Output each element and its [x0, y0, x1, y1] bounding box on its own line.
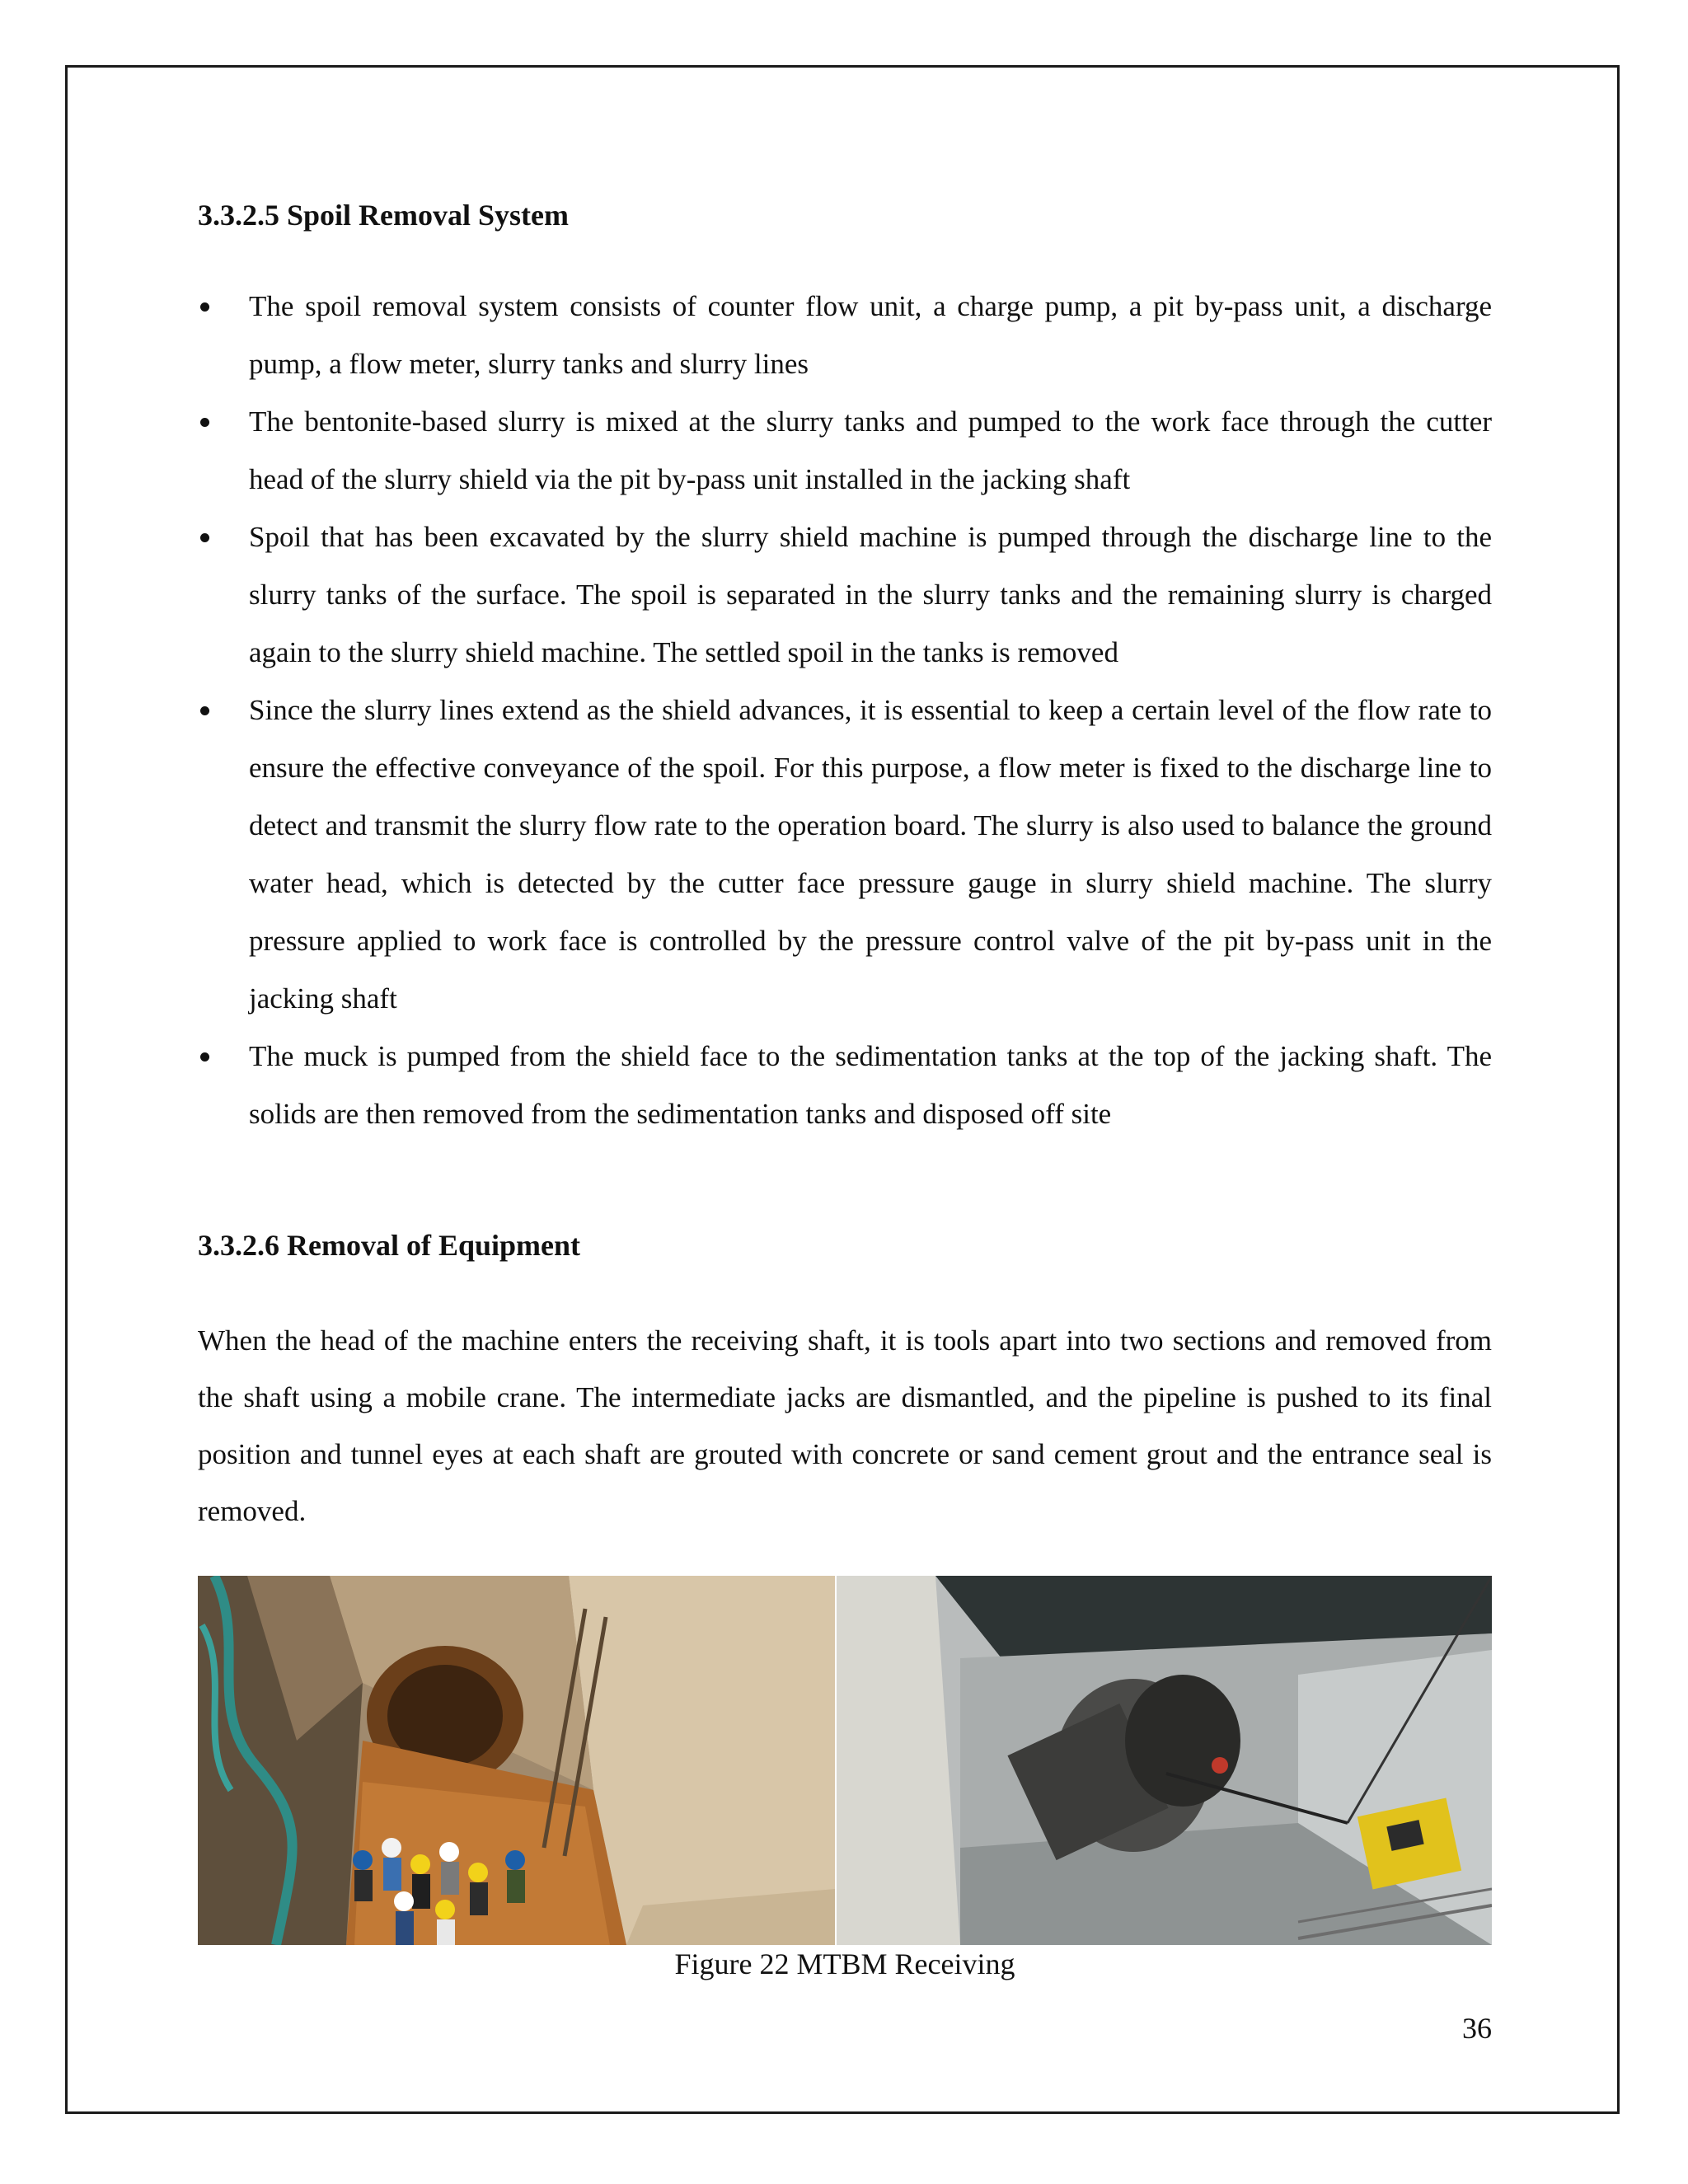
list-item-text: Since the slurry lines extend as the shield advances, it is essential to keep a certain level of the flow rate to ensure the effective conveyance of the spoil. For this purpose, a flow meter is fixed to the discharge line to detect and transmit the slurry flow rate to the operation board. The slurry is also used to balance the ground water head, which is detected by the cutter face pressure gauge in slurry shield machine. The slurry pressure applied to work face is controlled by the pressure control valve of the pit by-pass unit in the jacking shaft [249, 694, 1492, 1015]
receiving-shaft-photo [198, 1576, 835, 1945]
figure-mtbm-receiving [198, 1576, 1492, 1945]
spoil-removal-bullet-list [198, 278, 1492, 1143]
figure-caption: Figure 22 MTBM Receiving [674, 1947, 1015, 1980]
section-heading-spoil-removal: 3.3.2.5 Spoil Removal System [198, 199, 569, 232]
bullet-icon [200, 418, 209, 427]
mtbm-lifting-photo [837, 1576, 1492, 1945]
bullet-icon [200, 706, 209, 715]
list-item-text: The muck is pumped from the shield face to the sedimentation tanks at the top of the jacking shaft. The solids are then removed from the sedimentation tanks and disposed off site [249, 1040, 1492, 1130]
list-item-text: The spoil removal system consists of counter flow unit, a charge pump, a pit by-pass unit, a discharge pump, a flow meter, slurry tanks and slurry lines [249, 290, 1492, 380]
list-item [198, 1028, 1492, 1143]
list-item [198, 682, 1492, 1028]
bullet-icon [200, 302, 209, 312]
list-item [198, 509, 1492, 682]
list-item-text: The bentonite-based slurry is mixed at the slurry tanks and pumped to the work face through the cutter head of the slurry shield via the pit by-pass unit installed in the jacking shaft [249, 405, 1492, 495]
bullet-icon [200, 1052, 209, 1062]
page-number: 36 [1462, 2012, 1492, 2045]
section-heading-removal-of-equipment: 3.3.2.6 Removal of Equipment [198, 1229, 581, 1262]
bullet-icon [200, 533, 209, 542]
list-item [198, 278, 1492, 393]
list-item [198, 393, 1492, 509]
removal-paragraph: When the head of the machine enters the receiving shaft, it is tools apart into two sections and removed from the shaft using a mobile crane. The intermediate jacks are dismantled, and the pipeline is pushed to its final position and tunnel eyes at each shaft are grouted with concrete or sand cement grout and the entrance seal is removed. [198, 1324, 1492, 1527]
list-item-text: Spoil that has been excavated by the slurry shield machine is pumped through the discharge line to the slurry tanks of the surface. The spoil is separated in the slurry tanks and the remaining slurry is charged again to the slurry shield machine. The settled spoil in the tanks is removed [249, 521, 1492, 668]
